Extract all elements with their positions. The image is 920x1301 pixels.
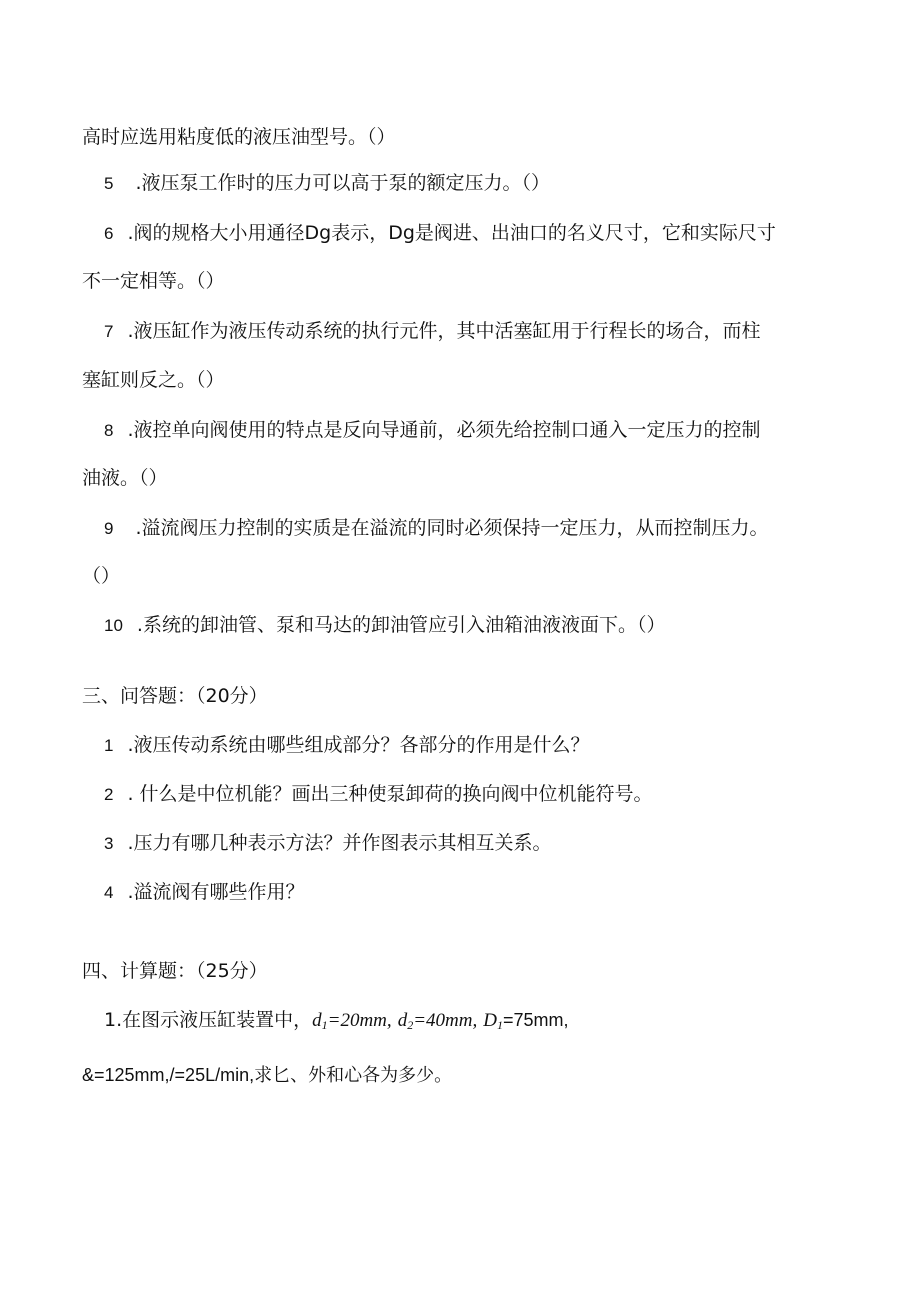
section-3-title: 三、问答题：（20分）: [82, 685, 268, 707]
tf-item-9-number: 9: [104, 519, 114, 538]
tf-item-8-text: .液控单向阀使用的特点是反向导通前，必须先给控制口通入一定压力的控制: [127, 419, 761, 441]
tf-item-6-number: 6: [104, 224, 114, 243]
tf-item-9-cont-text: （）: [82, 565, 121, 587]
d2-subscript: 2: [407, 1018, 414, 1032]
tf-item-9-continuation: [82, 564, 120, 588]
tf-item-5-text: .液压泵工作时的压力可以高于泵的额定压力。（）: [135, 172, 551, 194]
qa-item-1-number: 1: [104, 736, 114, 755]
tf-item-7-number: 7: [104, 322, 114, 341]
d2-value: =40mm,: [413, 1010, 478, 1031]
tf-item-4-continuation: [82, 125, 396, 149]
qa-item-2-text: . 什么是中位机能？画出三种使泵卸荷的换向阀中位机能符号。: [127, 783, 653, 805]
tf-item-6-cont-text: 不一定相等。（）: [82, 270, 225, 292]
tf-item-10-text: .系统的卸油管、泵和马达的卸油管应引入油箱油液液面下。（）: [136, 614, 666, 636]
D1-value: =75mm,: [503, 1010, 569, 1030]
tf-item-4-text: 高时应选用粘度低的液压油型号。（）: [82, 126, 396, 148]
qa-item-4: [104, 880, 305, 905]
d1-value: =20mm,: [327, 1010, 392, 1031]
d2-symbol: d: [397, 1010, 408, 1031]
tf-item-8-cont-text: 油液。（）: [82, 467, 168, 489]
calc-item-1-line-2-text: &=125mm,/=25L/min,求匕、外和心各为多少。: [82, 1065, 453, 1085]
tf-item-6: [104, 221, 776, 246]
qa-item-4-number: 4: [104, 883, 114, 902]
tf-item-9-text: .溢流阀压力控制的实质是在溢流的同时必须保持一定压力，从而控制压力。: [135, 517, 769, 539]
tf-item-10-number: 10: [104, 616, 123, 635]
tf-item-8-continuation: [82, 466, 168, 490]
tf-item-5-number: 5: [104, 174, 114, 193]
tf-item-6-continuation: [82, 269, 225, 293]
tf-item-7-cont-text: 塞缸则反之。（）: [82, 369, 225, 391]
calc-item-1-prefix: 1.在图示液压缸装置中，: [104, 1009, 313, 1031]
tf-item-7-text: .液压缸作为液压传动系统的执行元件，其中活塞缸用于行程长的场合，而柱: [127, 320, 761, 342]
tf-item-10: [104, 613, 665, 638]
D1-subscript: 1: [497, 1018, 503, 1032]
qa-item-3: [104, 831, 552, 856]
section-4-title: 四、计算题：（25分）: [82, 960, 268, 982]
tf-item-8-number: 8: [104, 421, 114, 440]
qa-item-3-number: 3: [104, 834, 114, 853]
D1-symbol: D: [483, 1010, 497, 1031]
tf-item-6-text: .阀的规格大小用通径Dg表示，Dg是阀进、出油口的名义尺寸，它和实际尺寸: [127, 222, 776, 244]
qa-item-1: [104, 733, 590, 758]
tf-item-9: [104, 516, 769, 541]
d1-subscript: 1: [321, 1018, 328, 1032]
qa-item-4-text: .溢流阀有哪些作用？: [127, 881, 305, 903]
calc-item-1: [104, 1008, 569, 1037]
qa-item-3-text: .压力有哪几种表示方法？并作图表示其相互关系。: [127, 832, 552, 854]
tf-item-8: [104, 418, 761, 443]
qa-item-2-number: 2: [104, 785, 114, 804]
qa-item-2: [104, 782, 653, 807]
tf-item-7-continuation: [82, 368, 225, 392]
qa-item-1-text: .液压传动系统由哪些组成部分？各部分的作用是什么？: [127, 734, 590, 756]
d1-symbol: d: [312, 1010, 322, 1031]
tf-item-5: [104, 171, 550, 196]
calc-item-1-line-2: [82, 1063, 452, 1087]
tf-item-7: [104, 319, 761, 344]
